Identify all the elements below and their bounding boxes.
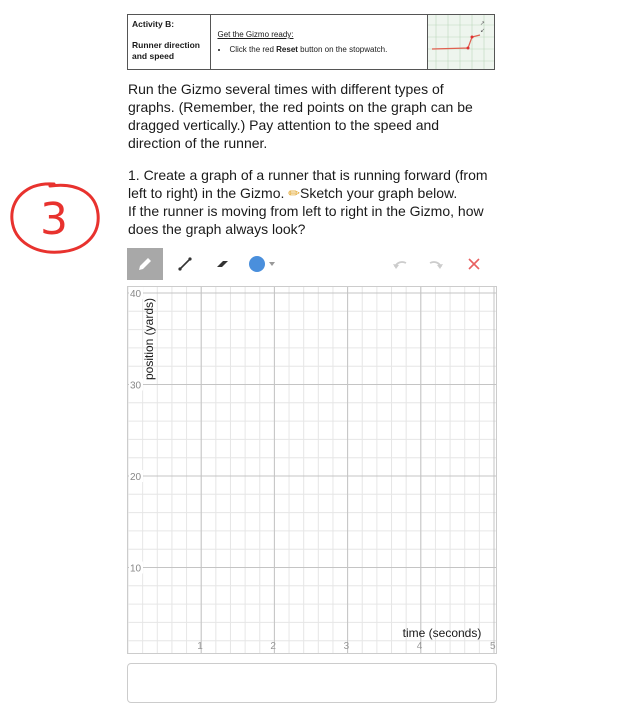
position-time-graph[interactable] xyxy=(128,287,496,653)
y-tick-label: 10 xyxy=(130,563,142,575)
clear-icon xyxy=(467,257,481,271)
undo-icon xyxy=(392,257,408,271)
annotation-number: 3 xyxy=(40,194,68,245)
clear-button[interactable] xyxy=(459,248,489,280)
y-tick-label: 40 xyxy=(130,289,142,300)
color-picker-button[interactable] xyxy=(243,248,283,280)
activity-label: Activity B: xyxy=(132,19,175,29)
y-tick-label: 30 xyxy=(130,380,142,392)
reset-word: Reset xyxy=(276,44,298,54)
activity-title: Runner direction and speed xyxy=(132,40,201,62)
chevron-down-icon xyxy=(269,262,275,266)
x-tick-label: 5 xyxy=(490,641,496,652)
drawing-toolbar xyxy=(127,248,497,280)
question-1 xyxy=(128,166,498,238)
x-axis-label: time (seconds) xyxy=(402,626,482,640)
x-tick-label: 4 xyxy=(416,641,423,652)
eraser-tool-button[interactable] xyxy=(205,248,241,280)
gizmo-ready-heading: Get the Gizmo ready: xyxy=(217,30,294,39)
y-tick-label: 20 xyxy=(130,472,142,483)
graph-canvas[interactable] xyxy=(127,286,497,654)
x-tick-label: 1 xyxy=(197,641,203,652)
svg-text:↙: ↙ xyxy=(480,27,486,34)
reset-instruction xyxy=(229,45,421,56)
reset-instruction-pre: Click the red xyxy=(229,44,277,54)
svg-text:↗: ↗ xyxy=(480,20,486,27)
line-icon xyxy=(176,255,194,273)
undo-button[interactable] xyxy=(385,248,415,280)
y-axis-label: position (yards) xyxy=(142,297,156,381)
x-tick-label: 3 xyxy=(343,641,350,652)
activity-label-cell xyxy=(128,15,211,69)
gizmo-ready-cell xyxy=(211,15,428,69)
redo-icon xyxy=(428,257,444,271)
activity-table xyxy=(127,14,495,70)
gizmo-thumbnail xyxy=(428,15,494,69)
pencil-icon xyxy=(136,255,154,273)
circled-number-annotation xyxy=(6,178,102,258)
question-1-part3: If the runner is moving from left to right in the Gizmo, how does the graph always look? xyxy=(128,203,484,237)
x-tick-label: 2 xyxy=(270,641,276,652)
pencil-emoji-icon: ✏ xyxy=(288,185,301,201)
eraser-icon xyxy=(214,255,232,273)
redo-button[interactable] xyxy=(421,248,451,280)
color-swatch-icon xyxy=(247,254,279,274)
question-1-part1: 1. Create a graph of a runner that is running forward (from left to right) in the Gizmo. xyxy=(128,167,488,201)
instructions-text: Run the Gizmo several times with different types of graphs. (Remember, the red points on the graph can be dragged vertically.) Pay attention to the speed and direction of the runner. xyxy=(128,81,473,151)
question-1-part2: Sketch your graph below. xyxy=(300,185,458,201)
gizmo-thumbnail-graph xyxy=(428,15,494,69)
line-tool-button[interactable] xyxy=(167,248,203,280)
reset-instruction-post: button on the stopwatch. xyxy=(297,44,388,54)
answer-input[interactable] xyxy=(127,663,497,703)
pencil-tool-button[interactable] xyxy=(127,248,163,280)
